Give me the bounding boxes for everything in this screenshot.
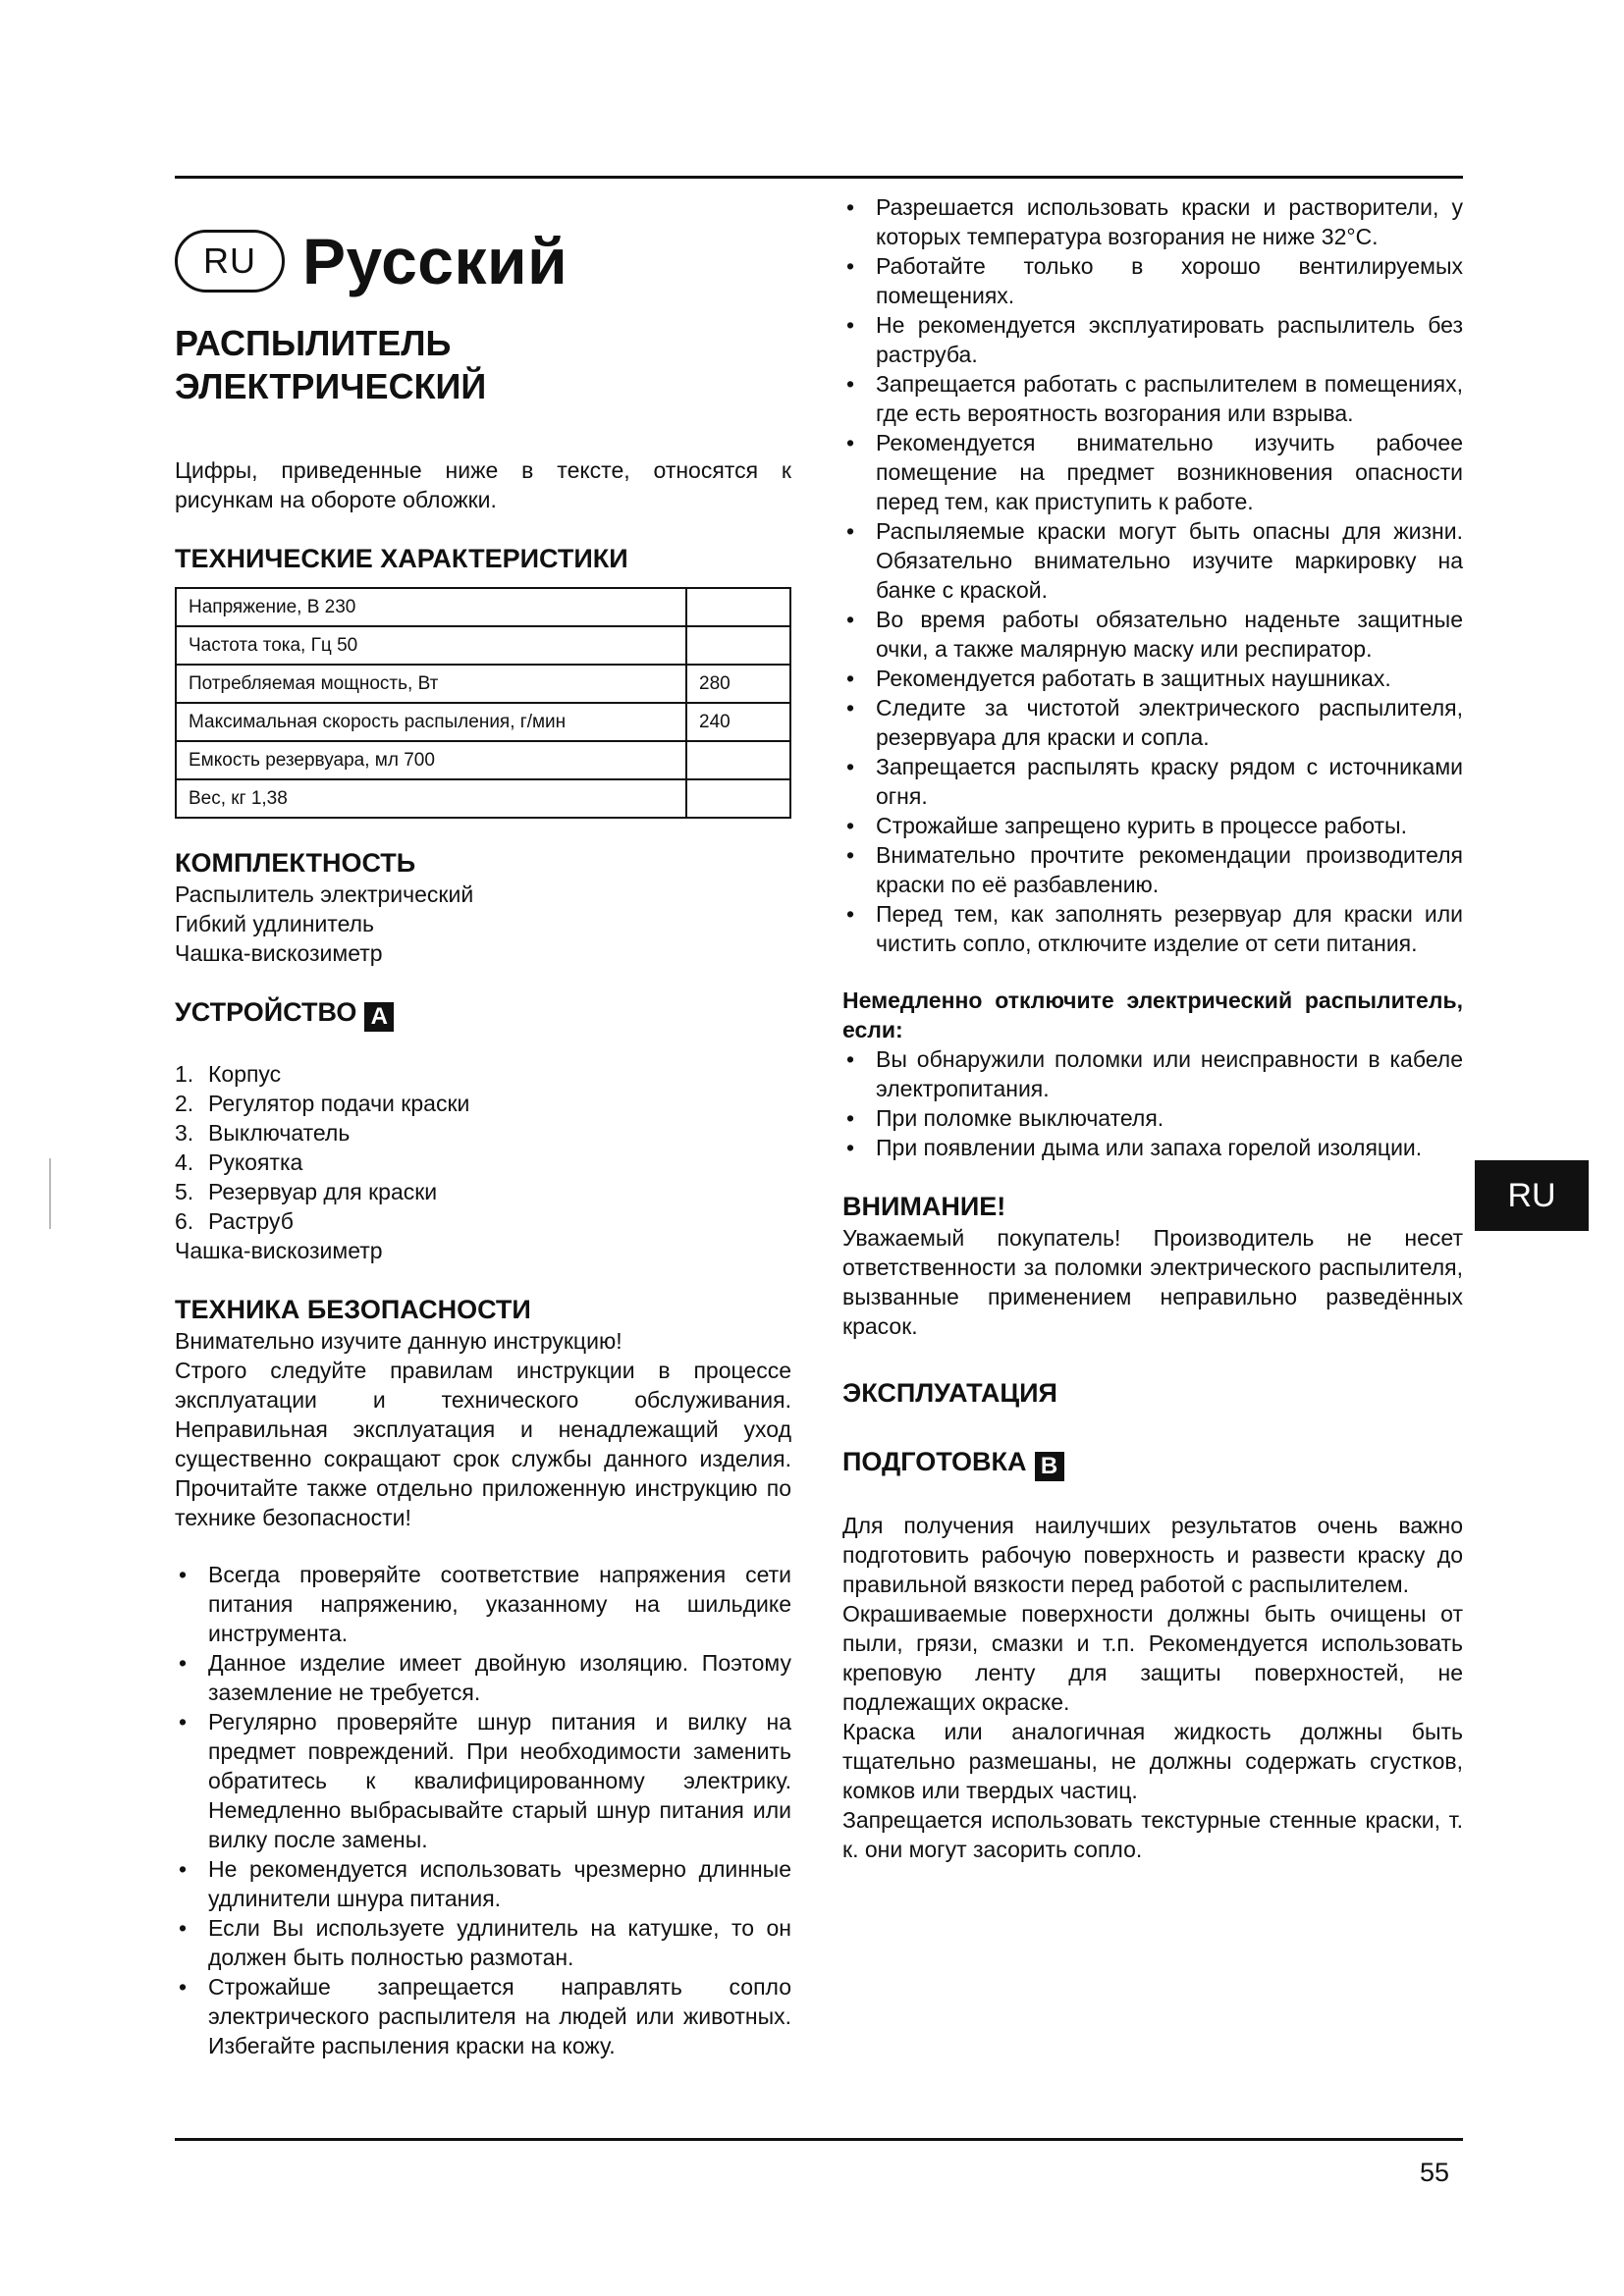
spec-label: Емкость резервуара, мл 700 bbox=[176, 741, 686, 779]
spec-label: Максимальная скорость распыления, г/мин bbox=[176, 703, 686, 741]
device-heading-text: УСТРОЙСТВО bbox=[175, 997, 357, 1027]
title-line-2: ЭЛЕКТРИЧЕСКИЙ bbox=[175, 366, 487, 406]
list-item: • Разрешается использовать краски и растворители, у которых температура возгорания не ниже 32°C. bbox=[842, 192, 1463, 251]
safety-bullets-continued bbox=[842, 192, 1463, 958]
left-column bbox=[175, 192, 791, 2060]
list-item: • Работайте только в хорошо вентилируемых помещениях. bbox=[842, 251, 1463, 310]
list-item: 6. Раструб bbox=[175, 1208, 294, 1234]
attention-text: Уважаемый покупатель! Производитель не несет ответственности за поломки электрического распылителя, вызванные применением неправильно разведённых красок. bbox=[842, 1225, 1463, 1339]
list-item: • Внимательно прочтите рекомендации производителя краски по её разбавлению. bbox=[842, 840, 1463, 899]
attention-heading: ВНИМАНИЕ! bbox=[842, 1192, 1006, 1221]
table-row bbox=[176, 703, 790, 741]
right-column bbox=[842, 192, 1463, 1864]
device-extra-item: Чашка-вискозиметр bbox=[175, 1238, 383, 1263]
page-title bbox=[175, 322, 791, 408]
list-item: • Не рекомендуется эксплуатировать распылитель без раструба. bbox=[842, 310, 1463, 369]
spec-label: Потребляемая мощность, Вт bbox=[176, 665, 686, 703]
margin-mark bbox=[49, 1158, 51, 1229]
table-row bbox=[176, 779, 790, 818]
table-row bbox=[176, 741, 790, 779]
list-item: Чашка-вискозиметр bbox=[175, 940, 383, 966]
safety-bullets bbox=[175, 1560, 791, 2060]
safety-para-1: Внимательно изучите данную инструкцию! bbox=[175, 1328, 623, 1354]
preparation-heading bbox=[842, 1445, 1463, 1481]
table-row bbox=[176, 665, 790, 703]
list-item: • Запрещается работать с распылителем в помещениях, где есть вероятность возгорания или взрыва. bbox=[842, 369, 1463, 428]
list-item: 1. Корпус bbox=[175, 1061, 282, 1087]
list-item: • Не рекомендуется использовать чрезмерно длинные удлинители шнура питания. bbox=[175, 1854, 791, 1913]
spec-value bbox=[686, 779, 790, 818]
spec-value bbox=[686, 741, 790, 779]
spec-value bbox=[686, 588, 790, 626]
device-heading bbox=[175, 995, 791, 1032]
device-parts-list bbox=[175, 1059, 791, 1236]
language-side-tab: RU bbox=[1475, 1160, 1589, 1231]
spec-label: Вес, кг 1,38 bbox=[176, 779, 686, 818]
operation-heading: ЭКСПЛУАТАЦИЯ bbox=[842, 1378, 1057, 1408]
table-row bbox=[176, 588, 790, 626]
spec-value: 280 bbox=[686, 665, 790, 703]
list-item: • Рекомендуется работать в защитных наушниках. bbox=[842, 664, 1463, 693]
top-rule bbox=[175, 176, 1463, 179]
list-item: • Распыляемые краски могут быть опасны для жизни. Обязательно внимательно изучите маркировку на банке с краской. bbox=[842, 516, 1463, 605]
safety-para-2: Строго следуйте правилам инструкции в процессе эксплуатации и технического обслуживания. Неправильная эксплуатация и ненадлежащий уход существенно сокращают срок службы данного изделия. Прочитайте также отдельно приложенную инструкцию по технике безопасности! bbox=[175, 1358, 791, 1530]
title-line-1: РАСПЫЛИТЕЛЬ bbox=[175, 323, 452, 363]
list-item: • Перед тем, как заполнять резервуар для краски или чистить сопло, отключите изделие от сети питания. bbox=[842, 899, 1463, 958]
preparation-para-4: Запрещается использовать текстурные стенные краски, т. к. они могут засорить сопло. bbox=[842, 1807, 1463, 1862]
list-item: 2. Регулятор подачи краски bbox=[175, 1091, 470, 1116]
spec-value: 240 bbox=[686, 703, 790, 741]
list-item: • Данное изделие имеет двойную изоляцию. Поэтому заземление не требуется. bbox=[175, 1648, 791, 1707]
preparation-para-1: Для получения наилучших результатов очень важно подготовить рабочую поверхность и развести краску до правильной вязкости перед работой с распылителем. bbox=[842, 1513, 1463, 1597]
language-title: Русский bbox=[302, 225, 568, 297]
kit-heading: КОМПЛЕКТНОСТЬ bbox=[175, 848, 416, 878]
spec-value bbox=[686, 626, 790, 665]
intro-text: Цифры, приведенные ниже в тексте, относятся к рисункам на обороте обложки. bbox=[175, 457, 791, 512]
list-item: • Регулярно проверяйте шнур питания и вилку на предмет повреждений. При необходимости заменить обратитесь к квалифицированному электрику. Немедленно выбрасывайте старый шнур питания или вилку после замены. bbox=[175, 1707, 791, 1854]
figure-badge-a: A bbox=[364, 1002, 394, 1032]
list-item: 3. Выключатель bbox=[175, 1120, 351, 1146]
list-item: • Следите за чистотой электрического распылителя, резервуара для краски и сопла. bbox=[842, 693, 1463, 752]
list-item: • При поломке выключателя. bbox=[842, 1103, 1463, 1133]
safety-heading: ТЕХНИКА БЕЗОПАСНОСТИ bbox=[175, 1295, 531, 1324]
list-item: • Во время работы обязательно наденьте защитные очки, а также малярную маску или респиратор. bbox=[842, 605, 1463, 664]
specs-table bbox=[175, 587, 791, 819]
shutdown-lead: Немедленно отключите электрический распылитель, если: bbox=[842, 988, 1463, 1042]
list-item: • Всегда проверяйте соответствие напряжения сети питания напряжению, указанному на шильдике инструмента. bbox=[175, 1560, 791, 1648]
bottom-rule bbox=[175, 2138, 1463, 2141]
preparation-para-2: Окрашиваемые поверхности должны быть очищены от пыли, грязи, смазки и т.п. Рекомендуется использовать креповую ленту для защиты поверхностей, не подлежащих окраске. bbox=[842, 1601, 1463, 1715]
kit-list bbox=[175, 880, 791, 968]
list-item: Гибкий удлинитель bbox=[175, 911, 375, 936]
list-item: • Запрещается распылять краску рядом с источниками огня. bbox=[842, 752, 1463, 811]
list-item: • Рекомендуется внимательно изучить рабочее помещение на предмет возникновения опасности перед тем, как приступить к работе. bbox=[842, 428, 1463, 516]
list-item: Распылитель электрический bbox=[175, 881, 474, 907]
page-number: 55 bbox=[1420, 2158, 1450, 2187]
list-item: • Строжайше запрещается направлять сопло электрического распылителя на людей или животных. Избегайте распыления краски на кожу. bbox=[175, 1972, 791, 2060]
spec-label: Частота тока, Гц 50 bbox=[176, 626, 686, 665]
list-item: • Строжайше запрещено курить в процессе работы. bbox=[842, 811, 1463, 840]
language-badge: RU bbox=[175, 230, 285, 293]
spec-label: Напряжение, В 230 bbox=[176, 588, 686, 626]
list-item: 5. Резервуар для краски bbox=[175, 1179, 438, 1204]
figure-badge-b: B bbox=[1035, 1452, 1064, 1481]
list-item: • Вы обнаружили поломки или неисправности в кабеле электропитания. bbox=[842, 1044, 1463, 1103]
specs-heading: ТЕХНИЧЕСКИЕ ХАРАКТЕРИСТИКИ bbox=[175, 544, 628, 573]
preparation-para-3: Краска или аналогичная жидкость должны быть тщательно размешаны, не должны содержать сгустков, комков или твердых частиц. bbox=[842, 1719, 1463, 1803]
list-item: 4. Рукоятка bbox=[175, 1149, 303, 1175]
language-header bbox=[175, 214, 791, 308]
list-item: • При появлении дыма или запаха горелой изоляции. bbox=[842, 1133, 1463, 1162]
table-row bbox=[176, 626, 790, 665]
shutdown-bullets bbox=[842, 1044, 1463, 1162]
list-item: • Если Вы используете удлинитель на катушке, то он должен быть полностью размотан. bbox=[175, 1913, 791, 1972]
preparation-heading-text: ПОДГОТОВКА bbox=[842, 1447, 1027, 1476]
